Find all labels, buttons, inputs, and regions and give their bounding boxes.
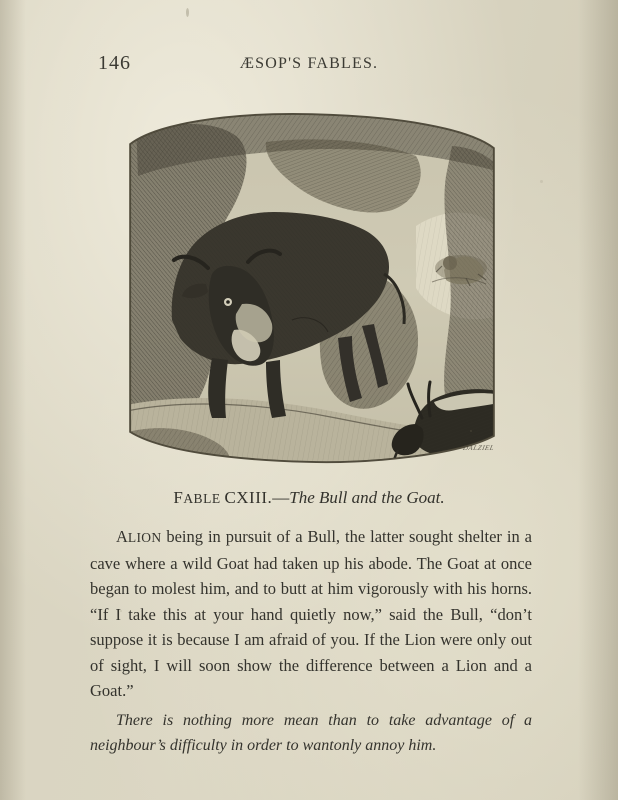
fable-heading <box>84 488 534 508</box>
fable-body-paragraph <box>90 524 532 704</box>
moral-text: There is nothing more mean than to take advantage of a neighbour’s difficulty in order to wantonly annoy him. <box>90 712 532 754</box>
drop-initial: A <box>116 527 128 546</box>
illustration-artwork <box>116 106 508 468</box>
fable-title-text: The Bull and the Goat. <box>289 488 445 507</box>
paper-speck <box>540 180 543 183</box>
fable-moral <box>90 708 532 758</box>
fable-body-text: being in pursuit of a Bull, the latter sought shelter in a cave where a wild Goat had taken up his abode. The Goat at once began to molest him, and to butt at him vigorously with his horns. “If I take this at your hand quietly now,” said the Bull, “don’t suppose it is because I am afraid of you. If the Lion were only out of sight, I will soon show the difference between a Lion and a Goat.” <box>90 527 532 700</box>
page-content <box>84 0 534 800</box>
fable-label: FABLE CXIII. <box>173 488 273 507</box>
fable-heading-dash: — <box>272 488 290 507</box>
artist-signature: DALZIEL <box>462 444 495 452</box>
page-number: 146 <box>98 52 131 74</box>
fable-illustration <box>116 106 508 468</box>
page-header <box>84 52 534 78</box>
running-head: ÆSOP'S FABLES. <box>239 55 379 72</box>
fable-body <box>90 524 532 704</box>
small-caps-word: LION <box>127 530 162 545</box>
